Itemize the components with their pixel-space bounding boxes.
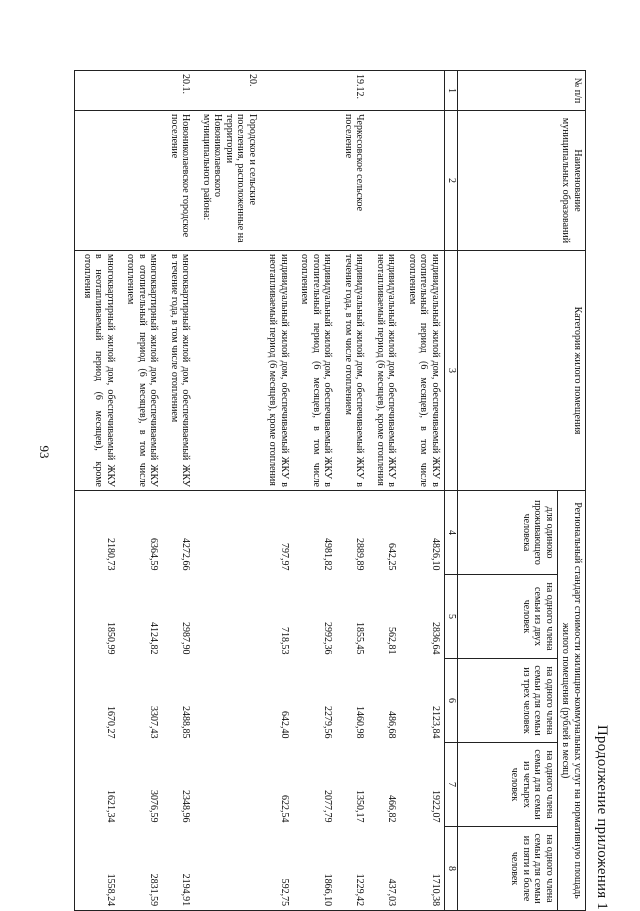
row-category: многоквартирный жилой дом, обеспечиваемый ЖКУ в течение года, в том числе отоплением	[163, 251, 195, 491]
header-num: № п/п	[458, 71, 586, 111]
col-number: 3	[445, 251, 458, 491]
rotated-page	[82, 70, 610, 910]
header-standard: Региональный стандарт стоимости жилищно-коммунальных услуг на нормативную площадь жилого помещения (рублей в месяц)	[558, 491, 586, 911]
row-value: 1229,42	[337, 827, 369, 911]
row-value	[195, 575, 262, 659]
table-row	[163, 71, 195, 911]
row-value: 2488,85	[180, 706, 192, 739]
row-value: 2279,56	[322, 706, 334, 739]
row-value: 562,81	[386, 627, 398, 655]
row-number	[293, 71, 337, 111]
table-row	[119, 71, 163, 911]
row-value: 1350,17	[354, 790, 366, 823]
header-sub-4: на одного члена семьи для семьи из четырех человек	[458, 743, 558, 827]
row-value: 4272,66	[180, 538, 192, 571]
standards-table	[75, 70, 587, 911]
row-value: 2889,89	[354, 538, 366, 571]
row-value	[195, 491, 262, 575]
col-number: 4	[445, 491, 458, 575]
row-number	[401, 71, 445, 111]
row-number	[75, 71, 119, 111]
row-value: 486,68	[386, 711, 398, 739]
table-row	[261, 71, 293, 911]
row-name	[369, 111, 401, 251]
column-number-row	[445, 71, 458, 911]
row-name: Черкесовское сельское поселение	[337, 111, 369, 251]
col-number: 2	[445, 111, 458, 251]
row-name: Новониколаевское городское поселение	[163, 111, 195, 251]
row-value: 4124,82	[148, 622, 160, 655]
row-category: индивидуальный жилой дом, обеспечиваемый ЖКУ в отопительный период (6 месяцев), в том числе отоплением	[293, 251, 337, 491]
row-value: 6364,59	[148, 538, 160, 571]
row-number	[261, 71, 293, 111]
row-value: 1866,10	[293, 827, 337, 911]
table-row	[293, 71, 337, 911]
row-value: 2348,96	[180, 790, 192, 823]
row-category: индивидуальный жилой дом, обеспечиваемый ЖКУ в течение года, в том числе отоплением	[337, 251, 369, 491]
row-number: 19.12.	[337, 71, 369, 111]
row-value: 4826,10	[430, 538, 441, 571]
row-name	[401, 111, 445, 251]
row-category: многоквартирный жилой дом, обеспечиваемый ЖКУ в неотапливаемый период (6 месяцев), кроме отопления	[75, 251, 119, 491]
row-value: 642,40	[279, 711, 290, 739]
page-number: 93	[37, 445, 52, 459]
col-number: 1	[445, 71, 458, 111]
row-value: 718,53	[279, 627, 290, 655]
row-value: 642,25	[386, 543, 398, 571]
col-number: 7	[445, 743, 458, 827]
row-value	[195, 743, 262, 827]
continuation-title: Продолжение приложения 1	[594, 724, 610, 910]
table-row	[401, 71, 445, 911]
col-number: 6	[445, 659, 458, 743]
header-row-top	[558, 71, 586, 911]
row-value	[195, 659, 262, 743]
row-category: индивидуальный жилой дом, обеспечиваемый ЖКУ в отопительный период (6 месяцев), в том числе отоплением	[401, 251, 445, 491]
row-value: 3076,59	[148, 790, 160, 823]
table-row	[75, 71, 119, 911]
row-value: 1460,98	[354, 706, 366, 739]
row-value: 2194,91	[163, 827, 195, 911]
row-value: 466,82	[386, 795, 398, 823]
col-number: 8	[445, 827, 458, 911]
row-name	[261, 111, 293, 251]
table-row	[337, 71, 369, 911]
header-sub-5: на одного члена семьи для семьи из пяти и более человек	[458, 827, 558, 911]
row-value: 1850,99	[75, 575, 119, 659]
row-value: 2180,73	[75, 491, 119, 575]
row-number: 20.	[195, 71, 262, 111]
row-value: 3307,43	[148, 706, 160, 739]
row-value: 1670,27	[75, 659, 119, 743]
row-name	[75, 111, 119, 251]
row-category: многоквартирный жилой дом, обеспечиваемый ЖКУ в отопительный период (6 месяцев), в том числе отоплением	[119, 251, 163, 491]
row-value: 437,03	[369, 827, 401, 911]
row-value: 1558,24	[75, 827, 119, 911]
row-value: 1855,45	[354, 622, 366, 655]
row-category: индивидуальный жилой дом, обеспечиваемый ЖКУ в неотапливаемый период (6 месяцев), кроме отопления	[369, 251, 401, 491]
row-value: 1710,38	[401, 827, 445, 911]
row-name	[119, 111, 163, 251]
row-number: 20.1.	[163, 71, 195, 111]
row-value: 2831,59	[119, 827, 163, 911]
row-value: 1922,07	[430, 790, 441, 823]
row-name	[293, 111, 337, 251]
header-category: Категория жилого помещения	[458, 251, 586, 491]
row-value: 2123,84	[430, 706, 441, 739]
row-category: индивидуальный жилой дом, обеспечиваемый ЖКУ в неотапливаемый период (6 месяцев), кроме отопления	[261, 251, 293, 491]
row-value: 2987,90	[180, 622, 192, 655]
row-value: 1621,34	[75, 743, 119, 827]
row-value: 2836,64	[430, 622, 441, 655]
header-sub-3: на одного члена семьи для семьи из трех человек	[458, 659, 558, 743]
col-number: 5	[445, 575, 458, 659]
row-number	[119, 71, 163, 111]
row-value	[195, 827, 262, 911]
header-name: Наименование муниципальных образований	[458, 111, 586, 251]
row-value: 2992,36	[322, 622, 334, 655]
row-value: 4981,82	[322, 538, 334, 571]
header-sub-2: на одного члена семьи из двух человек	[458, 575, 558, 659]
row-value: 797,97	[279, 543, 290, 571]
row-name: Городское и сельские поселения, расположенные на территории Новониколаевского муниципального района:	[195, 111, 262, 251]
row-value: 592,75	[261, 827, 293, 911]
row-category	[195, 251, 262, 491]
table-row	[195, 71, 262, 911]
row-value: 622,54	[279, 795, 290, 823]
header-sub-1: для одиноко проживающего человека	[458, 491, 558, 575]
row-number	[369, 71, 401, 111]
row-value: 2077,79	[322, 790, 334, 823]
table-row	[369, 71, 401, 911]
